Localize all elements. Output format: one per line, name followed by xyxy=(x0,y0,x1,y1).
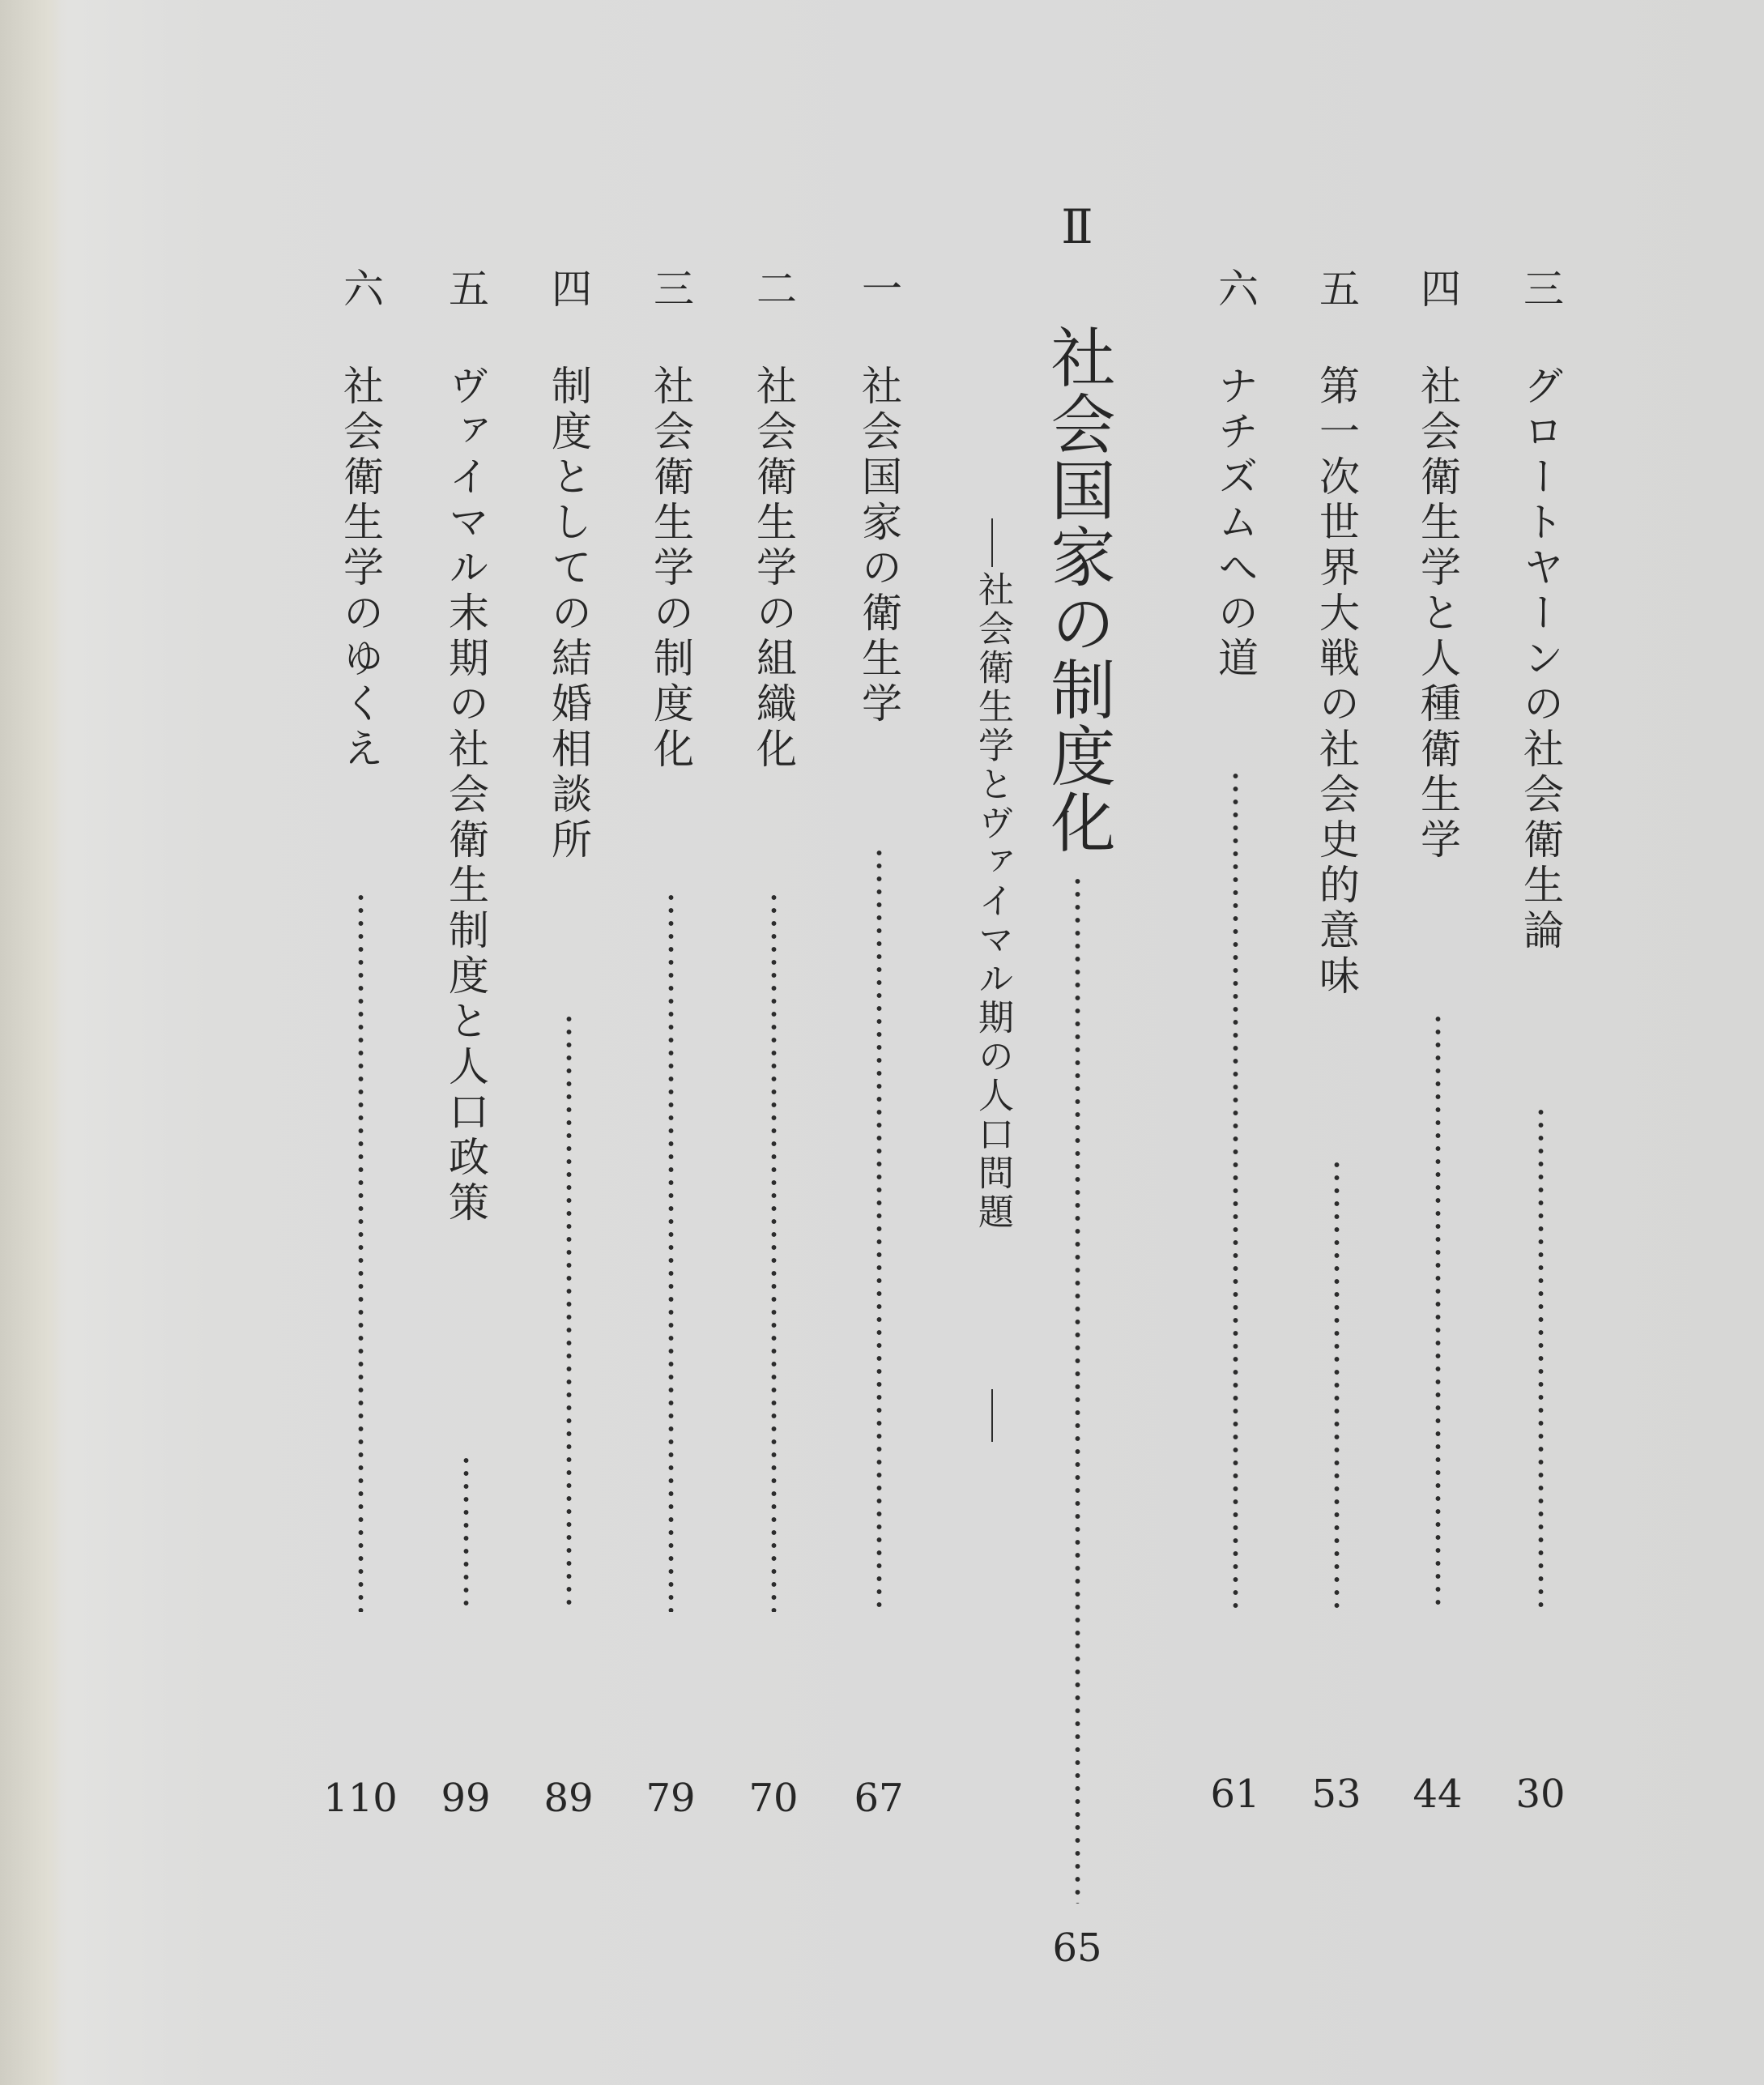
entry-title: 第一次世界大戦の社会史的意味 xyxy=(1313,365,1360,1000)
part-number: Ⅱ xyxy=(1061,199,1093,254)
part-heading xyxy=(1040,0,1115,2085)
entry-page: 110 xyxy=(323,1776,398,1821)
part-subtitle: 社会衛生学とヴァイマル期の人口問題 xyxy=(972,571,1013,1232)
entry-page: 89 xyxy=(543,1776,594,1821)
entry-title: ナチズムへの道 xyxy=(1212,365,1259,682)
part-page: 65 xyxy=(1052,1925,1102,1971)
leader-dots xyxy=(1233,770,1238,1612)
toc-entry xyxy=(1516,0,1565,2085)
entry-title: 社会衛生学のゆくえ xyxy=(337,365,384,773)
toc-entry xyxy=(1211,0,1259,2085)
entry-number: 四 xyxy=(1414,267,1461,308)
entry-title: ヴァイマル末期の社会衛生制度と人口政策 xyxy=(442,365,489,1226)
part-subtitle-column xyxy=(968,0,1016,2085)
leader-dots xyxy=(771,891,777,1612)
leader-dots xyxy=(1538,1106,1544,1612)
entry-page: 44 xyxy=(1412,1772,1463,1817)
subtitle-dash-end xyxy=(991,1389,993,1442)
part-title: 社会国家の制度化 xyxy=(1040,324,1115,855)
entry-title: グロートヤーンの社会衛生論 xyxy=(1517,365,1564,954)
leader-dots xyxy=(463,1454,469,1612)
toc-entry xyxy=(1413,0,1462,2085)
entry-number: 六 xyxy=(1212,267,1259,308)
leader-dots xyxy=(876,846,882,1612)
entry-page: 67 xyxy=(854,1776,904,1821)
leader-dots xyxy=(1075,875,1080,1904)
entry-number: 六 xyxy=(337,267,384,308)
toc-entry xyxy=(646,0,695,2085)
entry-number: 四 xyxy=(545,267,592,308)
leader-dots xyxy=(358,891,364,1612)
entry-number: 五 xyxy=(442,267,489,308)
subtitle-dash-start xyxy=(991,518,993,567)
entry-number: 三 xyxy=(1517,267,1564,308)
toc-entry xyxy=(1312,0,1361,2085)
entry-title: 制度としての結婚相談所 xyxy=(545,365,592,863)
entry-page: 61 xyxy=(1210,1772,1260,1817)
entry-title: 社会衛生学の制度化 xyxy=(647,365,694,773)
entry-page: 79 xyxy=(646,1776,696,1821)
leader-dots xyxy=(1334,1158,1340,1612)
entry-title: 社会国家の衛生学 xyxy=(855,365,902,727)
toc-entry xyxy=(441,0,490,2085)
entry-title: 社会衛生学の組織化 xyxy=(750,365,797,773)
toc-entry xyxy=(323,0,398,2085)
entry-number: 五 xyxy=(1313,267,1360,308)
entry-page: 70 xyxy=(748,1776,799,1821)
entry-title: 社会衛生学と人種衛生学 xyxy=(1414,365,1461,863)
entry-number: 二 xyxy=(750,267,797,308)
entry-page: 99 xyxy=(441,1776,491,1821)
toc-entry xyxy=(749,0,798,2085)
entry-page: 53 xyxy=(1311,1772,1361,1817)
leader-dots xyxy=(1435,1013,1441,1612)
leader-dots xyxy=(668,891,674,1612)
entry-page: 30 xyxy=(1515,1772,1566,1817)
toc-entry xyxy=(544,0,593,2085)
entry-number: 一 xyxy=(855,267,902,308)
toc-entry xyxy=(854,0,903,2085)
leader-dots xyxy=(566,1013,572,1612)
entry-number: 三 xyxy=(647,267,694,308)
